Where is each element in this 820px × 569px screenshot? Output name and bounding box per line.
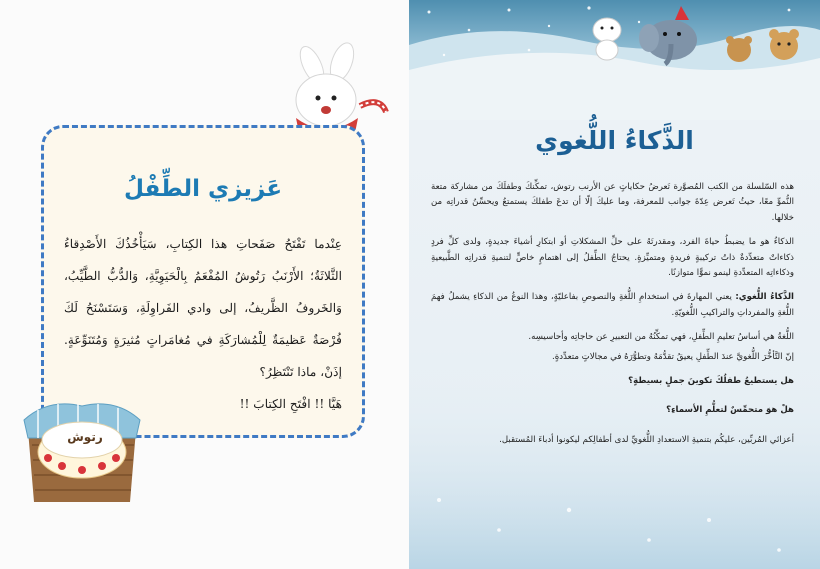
section-body (431, 180, 794, 457)
card-title: عَزيزي الطِّفْلُ (123, 176, 283, 202)
linguistic-label: الذَّكاءُ اللُّغوي: (735, 292, 795, 303)
question-2: هلْ هوَ متحمِّسٌ لتعلُّمِ الأسماءِ؟ (666, 405, 794, 416)
linguistic-text: يعني المهارةَ في استخدامِ اللُّغةِ والنصوصِ بفاعليّةٍ، وهذا النوعُ من الذكاءِ يشملُ فهمَ اللُّغةِ والمفرداتِ والتراكيبِ اللُّغويّةِ. (431, 292, 794, 318)
language-basis-paragraph: اللُّغةُ هي أساسُ تعليمِ الطِّفلِ، فهي تمكِّنُهُ من التعبيرِ عن حاجاتِه وأحاسيسِه. (528, 332, 794, 343)
right-page (409, 0, 820, 569)
cake-label: رتوش (67, 430, 103, 444)
left-page (0, 0, 409, 569)
delay-paragraph: إنّ التَّأخُّرَ اللُّغويَّ عندَ الطِّفلِ يعيقُ تقدُّمَهُ وتطوُّرَهُ في مجالاتٍ متعدِّدةٍ. (552, 351, 794, 362)
card-paragraph: عِنْدما تَفْتَحُ صَفَحاتِ هذا الكِتابِ، سَيَأْخُذُكَ الأَصْدِقاءُ الثَّلاثَةُ؛ الأَرْنَبُ رَتُوشُ المُفْعَمُ بِالْحَيَوِيَّةِ، وَالدُّبُّ الطَّيِّبُ، وَالخَروفُ الظَّريفُ، إلى وادي الفَراوِلَةِ، وَسَتَسْنَحُ لَكَ فُرْصَةٌ عَظيمَةٌ لِلْمُشارَكَةِ في مُغامَراتٍ مُثيرَةٍ وَمُتَنَوِّعَةٍ. إذَنْ، ماذا تَنْتَظِرُ؟ (64, 237, 342, 379)
intelligence-paragraph: الذكاءُ هو ما يضبطُ حياةَ الفرد، ومقدرتَهُ على حلِّ المشكلاتِ أو ابتكارِ أشياءَ جديدةٍ، ولدى كلِّ فردٍ ذكاءاتٌ متعدِّدةٌ ذاتُ تركيبةٍ فريدةٍ ومتميِّزةٍ. يحتاجُ الطِّفلُ إلى اهتمامٍ خاصٍّ لتنميةِ قدراتِه الطَّبيعيةِ وذكاءاتِه المتعدِّدةِ لينمو نموًّا متوازنًا. (431, 237, 794, 279)
card-closing: هَيَّا !! افْتَحِ الكِتابَ !! (239, 397, 342, 411)
linguistic-paragraph (431, 290, 794, 321)
closing-paragraph: أعزائي المُربِّين، عليكُم بتنميةِ الاستعدادِ اللُّغويِّ لدى أطفالِكم ليكونوا أدباءَ المُستقبل. (499, 434, 794, 445)
snowy-landscape-illustration (409, 0, 820, 120)
section-title: الذَّكاءُ اللُّغوي (535, 126, 694, 155)
cake-basket-illustration (18, 390, 146, 512)
intro-paragraph: هذه السّلسلة من الكتب المُصوَّرة تَعرضُ حكاياتٍ عن الأرنب رتوش، تمكِّنكَ وطفلَكَ من مشاركة متعة النُّموِّ معًا، حيثُ تَعرض عِدّةَ جوانب للمعرفة، وما عليكَ إلّا أن تدعَ طفلكَ يستمتعُ ويحسِّنُ قدراتِه من خلالها. (431, 182, 794, 223)
question-1: هل يستطيعُ طفلُكَ تكوينَ جملٍ بسيطةٍ؟ (628, 376, 794, 387)
